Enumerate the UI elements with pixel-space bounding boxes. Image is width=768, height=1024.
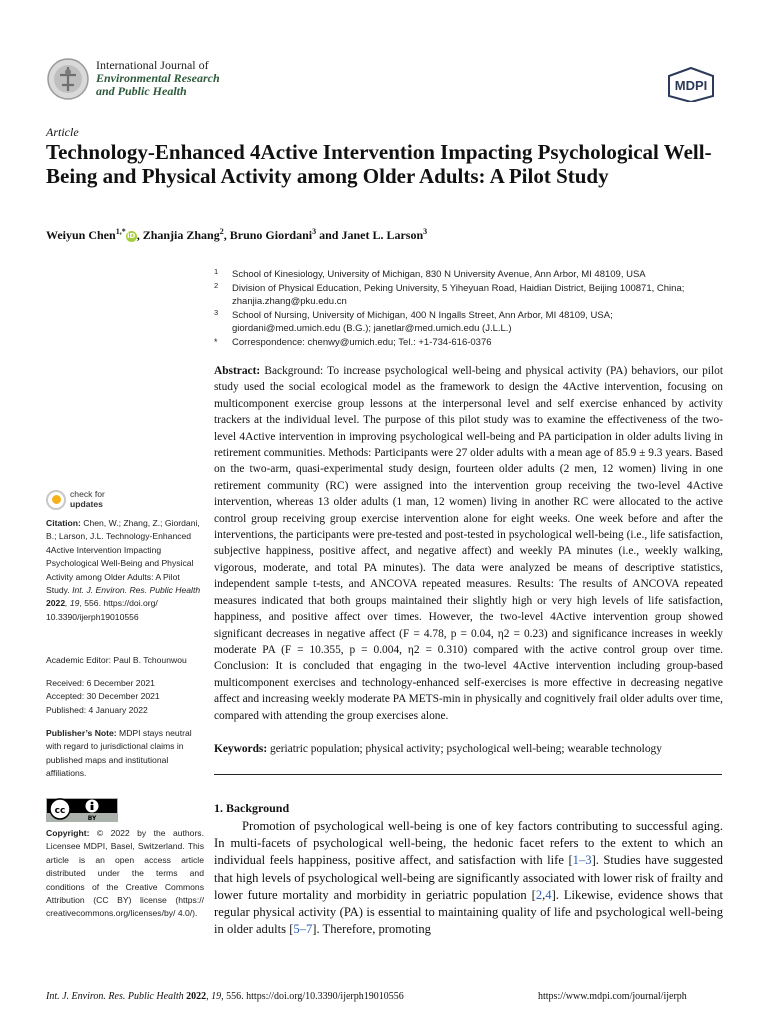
author-affil-sup: 3 [312,227,317,236]
body-text-segment: ]. Studies have suggested that high levels of psychological well-being are significantly associated with lower risk of frailty and lower future mortality and morbidity in geriatric population [ [214,853,723,902]
citation-doi[interactable]: , 556. https://doi.org/ 10.3390/ijerph19010556 [46,598,158,622]
academic-editor: Academic Editor: Paul B. Tchounwou [46,655,187,665]
citation-link[interactable]: 4 [545,887,552,902]
check-updates-icon [46,490,66,510]
footer-doi[interactable]: , 556. https://doi.org/10.3390/ijerph19010556 [221,991,404,1002]
citation-link[interactable]: 5–7 [293,922,313,937]
author-name[interactable]: Weiyun Chen [46,228,116,242]
copyright-label: Copyright: [46,828,90,838]
journal-name-line1: International Journal of [96,58,209,72]
journal-name [96,59,220,98]
citation-link[interactable]: 2 [535,887,543,902]
publisher-note-text: MDPI stays neutral with regard to jurisdictional claims in published maps and institutional affiliations. [46,728,192,779]
affiliations [214,268,724,350]
accepted-date: Accepted: 30 December 2021 [46,691,160,702]
footer-journal: Int. J. Environ. Res. Public Health [46,991,184,1002]
body-text-segment: Promotion of psychological well-being is one of key factors contributing to successful aging. In multi-facets of psychological well-being, the hedonic facet refers to the extent to which an individual feels happiness, positive affect, and satisfaction with life [ [214,819,723,868]
author-separator: and [316,228,342,242]
body-text-segment: , [542,887,546,902]
affiliation-line: School of Nursing, University of Michigan, 400 N Ingalls Street, Ann Arbor, MI 48109, USA; [232,309,613,321]
orcid-icon[interactable]: iD [127,232,136,240]
footer-volume: , 19 [206,991,222,1002]
journal-name-line2: Environmental Research [96,71,220,85]
publisher-note [46,727,204,781]
copyright-block [46,827,204,921]
abstract [214,363,723,724]
footer-citation [46,991,404,1002]
citation-link[interactable]: 1–3 [572,853,592,868]
published-date: Published: 4 January 2022 [46,704,148,715]
body-text-segment: ]. Therefore, promoting [312,922,431,937]
citation-text: Chen, W.; Zhang, Z.; Giordani, B.; Larson, J.L. Technology-Enhanced 4Active Intervention Impacting Psychological Well-Being and Physical Activity among Older Adults: A Pilot Study. [46,518,200,596]
affiliation-mark: 2 [214,280,219,290]
body-text-segment: ]. Likewise, evidence shows that regular physical activity (PA) is essential to maintaining quality of life and psychological well-being in older adults [ [214,887,723,937]
section-heading: 1. Background [214,801,290,815]
mdpi-logo-text: MDPI [674,78,708,93]
check-updates-label [70,490,105,509]
cc-by-license-icon[interactable] [46,798,118,822]
check-updates-line2: updates [70,498,103,509]
keywords-text: geriatric population; physical activity; psychological well-being; wearable technology [267,743,662,755]
citation-label: Citation: [46,518,81,528]
author-affil-sup: 2 [219,227,224,236]
affiliation-email[interactable]: giordani@med.umich.edu (B.G.); janetlar@med.umich.edu (J.L.L.) [232,323,512,335]
abstract-label: Abstract: [214,365,261,377]
affiliation-mark: 3 [214,307,219,317]
mdpi-logo [663,66,719,102]
received-date: Received: 6 December 2021 [46,678,155,688]
affiliation-email[interactable]: zhanjia.zhang@pku.edu.cn [232,296,347,308]
footer-journal-url[interactable]: https://www.mdpi.com/journal/ijerph [538,991,687,1002]
svg-text:cc: cc [54,806,66,816]
affiliation-2 [214,282,724,309]
author-list [46,227,427,243]
author-name[interactable]: Bruno Giordani [229,228,313,242]
affiliation-line: Division of Physical Education, Peking University, 5 Yiheyuan Road, Haidian District, Beijing 100871, China; [232,282,685,294]
check-for-updates-button[interactable] [46,490,116,512]
author-name[interactable]: Zhanjia Zhang [142,228,220,242]
author-separator: , [223,228,230,242]
citation-volume: , 19 [65,598,80,609]
publisher-note-label: Publisher’s Note: [46,728,117,738]
affiliation-mark: 1 [214,267,219,276]
footer-year: 2022 [183,991,207,1002]
author-separator: , [136,228,143,242]
citation-year: 2022 [46,598,66,609]
article-type: Article [46,125,79,139]
correspondence-mark: * [214,336,218,347]
abstract-text: Background: To increase psychological well-being and physical activity (PA) behaviors, our pilot study used the social ecological model as the framework to design the 4Active intervention, focusing on multicomponent exercise group lessons at the interpersonal level and self exercise enhanced by activity trackers at the individual level. The purpose of this pilot study was to examine the effectiveness of the two-level 4Active intervention in improving psychological well-being and PA participation in older adults living in retirement communities. Methods: Participants were 27 older adults with a mean age of 85.9 ± 9.3 years. Based on the two-arm, quasi-experimental study design, fourteen older adults (2 men, 12 women) living in one retirement community (RC) were assigned into the intervention group receiving the two-level 4Active intervention, whereas 13 older adults (1 man, 12 women) living in another RC were allocated to the active control group receiving group exercise intervention alone for eight weeks. One week before and after the interventions, the participants were pre-tested and post-tested in psychological well-being (i.e., life satisfaction, subjective happiness, positive affect, and negative affect) and weekly PA minutes (i.e., weekly walking, vigorous, moderate, and total PA minutes). The data were analyzed be means of descriptive statistics, independent sample t-tests, and ANCOVA repeated measures. Results: The results of ANCOVA repeated measures indicated that both groups maintained their slightly high or very high levels of life satisfaction, happiness, and positive affect over times. However, the two-level 4Active intervention group showed significant decreases in negative affect (F = 4.78, p = 0.04, η2 = 0.23) and significance increases in weekly moderate PA (F = 10.355, p = 0.004, η2 = 0.310) compared with the active control group over time. Conclusion: It is concluded that engaging in the two-level 4Active intervention including group-based multicomponent exercises and technology-enhanced self-exercises is more effective in decreasing negative affect and increasing weekly moderate PA METS-min in physically and cognitively frail older adults over time, compared with attending the group exercises alone. [214,365,723,722]
journal-seal-icon [46,57,90,101]
correspondence [214,336,724,350]
affiliation-line: School of Kinesiology, University of Michigan, 830 N University Avenue, Ann Arbor, MI 48109, USA [232,269,646,280]
check-updates-line1: check for [70,489,105,499]
keywords [214,741,723,757]
section-body [214,818,723,938]
copyright-text: © 2022 by the authors. Licensee MDPI, Basel, Switzerland. This article is an open access article distributed under the terms and conditions of the Creative Commons Attribution (CC BY) license (https:// creativecommons.org/licenses/by/ 4.0/). [46,828,204,919]
author-affil-sup: 1,* [115,227,126,236]
author-name[interactable]: Janet L. Larson [341,228,424,242]
author-affil-sup: 3 [423,227,428,236]
affiliation-3 [214,309,724,336]
publication-dates [46,677,204,717]
keywords-label: Keywords: [214,743,268,755]
section-divider [214,774,722,775]
affiliation-1 [214,268,724,282]
citation-block [46,517,204,624]
journal-name-line3: and Public Health [96,84,187,98]
paper-title: Technology-Enhanced 4Active Intervention Impacting Psychological Well-Being and Physical Activity among Older Adults: A Pilot Study [46,140,712,188]
correspondence-line[interactable]: Correspondence: chenwy@umich.edu; Tel.: +1-734-616-0376 [232,336,492,348]
citation-journal: Int. J. Environ. Res. Public Health [72,585,201,596]
cc-by-text: BY [87,815,97,822]
